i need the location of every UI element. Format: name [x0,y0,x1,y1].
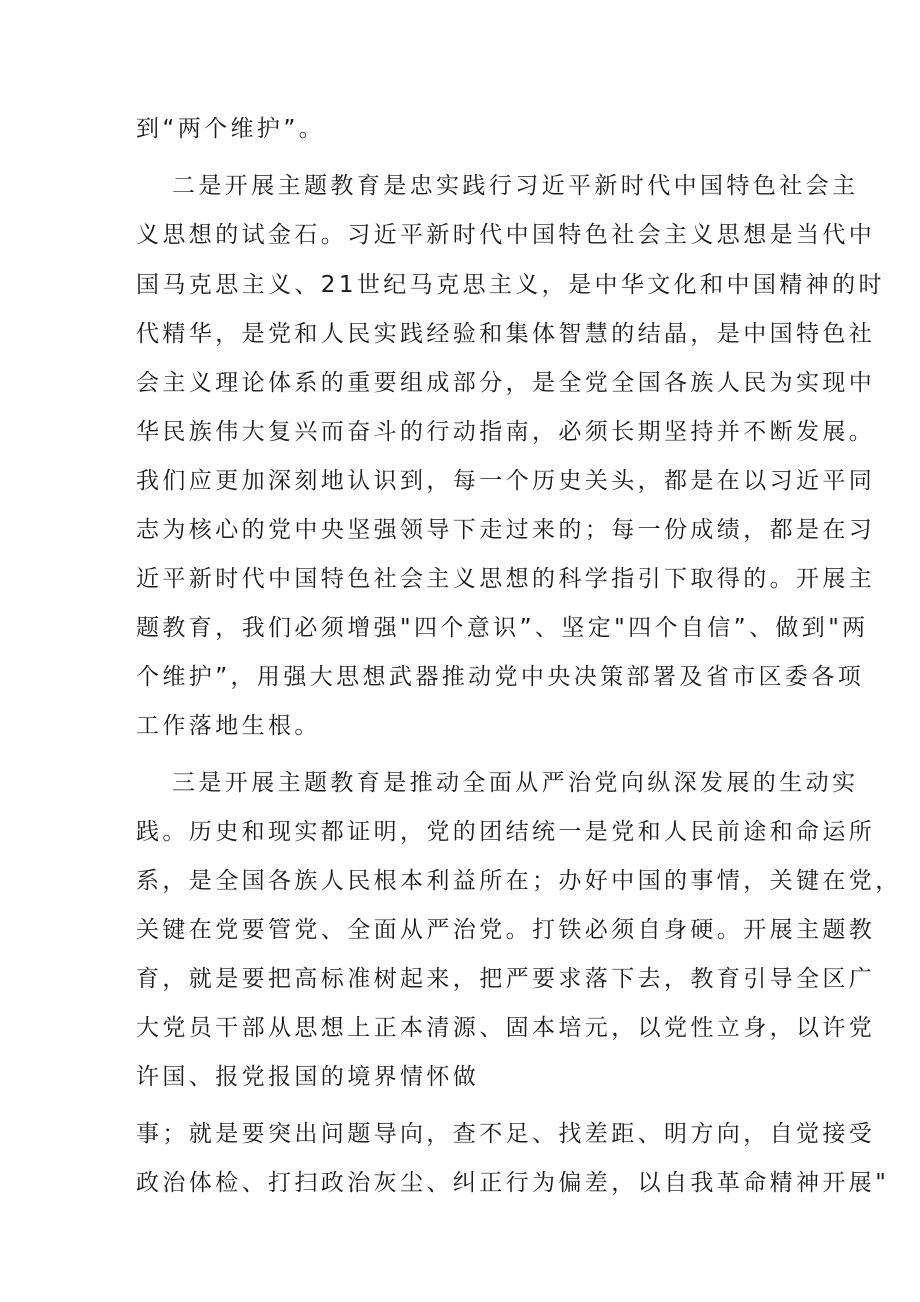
text-line: 工作落地生根。 [136,713,321,739]
text-line: 政治体检、打扫政治灰尘、纠正行为偏差，以自我革命精神开展" [136,1170,890,1196]
paragraph-start-line: 二是开展主题教育是忠实践行习近平新时代中国特色社会主 [172,173,859,199]
paragraph-start-line: 三是开展主题教育是推动全面从严治党向纵深发展的生动实 [172,770,859,796]
text-line: 会主义理论体系的重要组成部分，是全党全国各族人民为实现中 [136,370,876,396]
text-line: 题教育，我们必须增强"四个意识”、坚定"四个自信”、做到"两 [136,615,869,641]
text-line: 华民族伟大复兴而奋斗的行动指南，必须长期坚持并不断发展。 [136,419,876,445]
text-line: 关键在党要管党、全面从严治党。打铁必须自身硬。开展主题教 [136,917,876,943]
text-line: 个维护”，用强大思想武器推动党中央决策部署及省市区委各项 [136,664,865,690]
text-line: 践。历史和现实都证明，党的团结统一是党和人民前途和命运所 [136,819,876,845]
text-line: 我们应更加深刻地认识到，每一个历史关头，都是在以习近平同 [136,468,876,494]
text-line: 系，是全国各族人民根本利益所在；办好中国的事情，关键在党， [136,868,902,894]
text-line: 大党员干部从思想上正本清源、固本培元，以党性立身，以许党 [136,1015,876,1041]
text-line: 事；就是要突出问题导向，查不足、找差距、明方向，自觉接受 [136,1121,876,1147]
text-line: 国马克思主义、21世纪马克思主义，是中华文化和中国精神的时 [136,272,885,298]
text-line: 近平新时代中国特色社会主义思想的科学指引下取得的。开展主 [136,566,876,592]
text-line: 许国、报党报国的境界情怀做 [136,1064,480,1090]
text-line: 代精华，是党和人民实践经验和集体智慧的结晶，是中国特色社 [136,321,876,347]
text-line: 志为核心的党中央坚强领导下走过来的；每一份成绩，都是在习 [136,517,876,543]
text-line: 到“两个维护”。 [136,116,326,142]
text-line: 义思想的试金石。习近平新时代中国特色社会主义思想是当代中 [136,222,876,248]
text-line: 育，就是要把高标准树起来，把严要求落下去，教育引导全区广 [136,966,876,992]
